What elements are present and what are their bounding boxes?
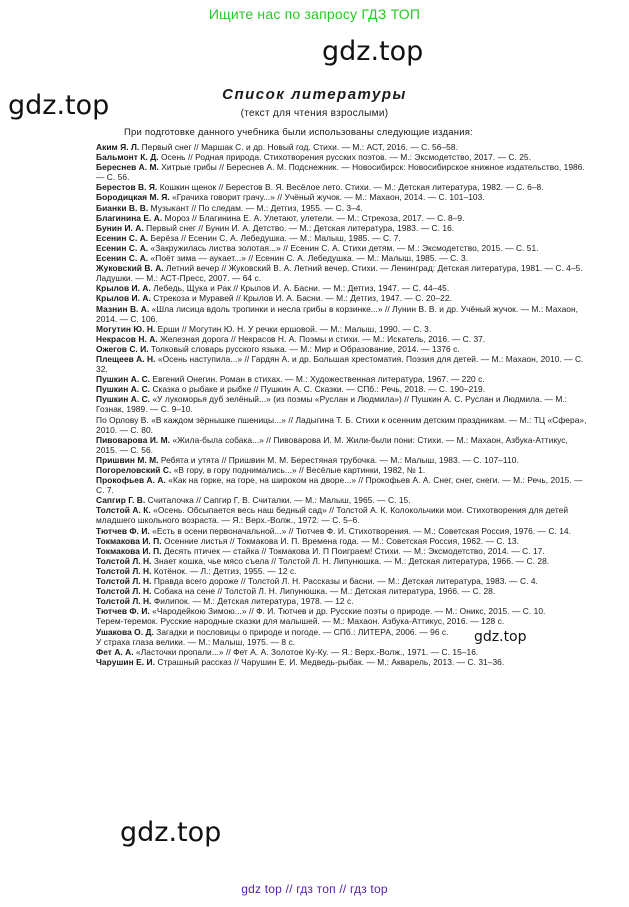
entry-text: Музыкант // По следам. — М.: Детгиз, 1955. — С. 3–4.	[148, 202, 363, 213]
bibliography-entry	[96, 152, 590, 162]
entry-author: Пушкин А. С.	[96, 394, 151, 405]
entry-text: «Как на горке, на горе, на широком на дворе...» // Прокофьев А. А. Снег, снег, снеги. — М.: Речь, 2015. — С. 7.	[96, 475, 583, 496]
bibliography-entry	[96, 657, 590, 667]
entry-text: «Шла лисица вдоль тропинки и несла грибы в корзинке...» // Лунин В. В. и др. Учёный жучок. — М.: Махаон, 2014. — С. 106.	[96, 303, 579, 324]
entry-text: Страшный рассказ // Чарушин Е. И. Медведь-рыбак. — М.: Акварель, 2013. — С. 31–36.	[154, 656, 505, 667]
bibliography-entry	[96, 253, 590, 263]
bibliography-entry	[96, 293, 590, 303]
page-title: Список литературы	[222, 86, 407, 103]
entry-text: «Грачиха говорит грачу...» // Учёный жучок. — М.: Махаон, 2014. — С. 101–103.	[169, 192, 485, 203]
entry-text: Мороз // Благинина Е. А. Улетают, улетели. — М.: Стрекоза, 2017. — С. 8–9.	[162, 212, 465, 223]
entry-text: Загадки и пословицы о природе и погоде. — СПб.: ЛИТЕРА, 2006. — 96 с.	[153, 626, 449, 637]
entry-author: Прокофьев А. А.	[96, 475, 166, 486]
entry-text: Берёза // Есенин С. А. Лебедушка. — М.: Малыш, 1985. — С. 7.	[148, 232, 401, 243]
bibliography-entry	[96, 344, 590, 354]
bibliography-entry	[96, 374, 590, 384]
entry-author: Толстой Л. Н.	[96, 555, 152, 566]
entry-text: Правда всего дороже // Толстой Л. Н. Рассказы и басни. — М.: Детская литература, 1983. — С. 4.	[151, 576, 538, 587]
entry-text: Кошкин щенок // Берестов В. Я. Весёлое лето. Стихи. — М.: Детская литература, 1982. — С. 6–8.	[157, 182, 544, 193]
bibliography-entry	[96, 455, 590, 465]
footer-links: gdz top // гдз топ // гдз top	[241, 882, 388, 896]
entry-author: Могутин Ю. Н.	[96, 323, 156, 334]
entry-author: Есенин С. А.	[96, 253, 149, 264]
entry-text: Лебедь, Щука и Рак // Крылов И. А. Басни. — М.: Детгиз, 1947. — С. 44–45.	[150, 283, 450, 294]
entry-text: «Закружилась листва золотая...» // Есенин С. А. Стихи детям. — М.: Эксмодетство, 2015. — С. 51.	[148, 242, 539, 253]
bibliography-entry	[96, 162, 590, 182]
entry-text: Хитрые грибы // Береснев А. М. Подснежник. — Новосибирск: Новосибирское книжное издательство, 1986. — С. 56.	[96, 162, 585, 183]
entry-text: Евгений Онегин. Роман в стихах. — М.: Художественная литература, 1967. — 220 с.	[150, 374, 485, 385]
bibliography-entry	[96, 283, 590, 293]
entry-text: Десять птичек — стайка // Токмакова И. П Поиграем! Стихи. — М.: Эксмодетство, 2014. — С. 17.	[161, 545, 545, 556]
entry-text: «Жила-была собака...» // Пивоварова И. М. Жили-были пони: Стихи. — М.: Махаон, Азбука-Аттикус, 2015. — С. 56.	[96, 434, 568, 455]
entry-author: Аким Я. Л.	[96, 142, 140, 152]
bibliography-entry	[96, 182, 590, 192]
entry-author: Береснев А. М.	[96, 162, 159, 173]
entry-author: Тютчев Ф. И.	[96, 525, 150, 536]
entry-author: Ожегов С. И.	[96, 343, 149, 354]
entry-author: Крылов И. А.	[96, 283, 151, 294]
bibliography-list	[96, 142, 590, 667]
entry-author: Есенин С. А.	[96, 232, 149, 243]
entry-author: Толстой А. К.	[96, 505, 151, 516]
watermark: gdz.top	[8, 90, 110, 121]
entry-text: «Поёт зима — аукает...» // Есенин С. А. Лебедушка. — М.: Малыш, 1985. — С. 3.	[148, 253, 469, 264]
bibliography-entry	[96, 233, 590, 243]
bibliography-entry	[96, 546, 590, 556]
bibliography-entry	[96, 223, 590, 233]
entry-author: Толстой Л. Н.	[96, 586, 152, 597]
entry-text: Осенние листья // Токмакова И. П. Времена года. — М.: Советская Россия, 1962. — С. 13.	[161, 535, 519, 546]
bibliography-entry	[96, 586, 590, 596]
entry-author: Крылов И. А.	[96, 293, 151, 304]
bibliography-entry	[96, 616, 590, 626]
bibliography-entry	[96, 505, 590, 525]
entry-text: У страха глаза велики. — М.: Малыш, 1975. — 8 с.	[96, 636, 296, 647]
entry-text: Считалочка // Сапгир Г. В. Считалки. — М.: Малыш, 1965. — С. 15.	[145, 495, 411, 506]
entry-text: «Осень наступила...» // Гардян А. и др. Большая хрестоматия. Поэзия для детей. — М.: Махаон, 2010. — С. 32.	[96, 353, 584, 375]
entry-author: Толстой Л. Н.	[96, 596, 152, 607]
entry-author: Бунин И. А.	[96, 222, 144, 233]
bibliography-entry	[96, 566, 590, 576]
entry-author: Бальмонт К. Д.	[96, 152, 159, 163]
entry-text: Ребята и утята // Пришвин М. М. Берестяная трубочка. — М.: Малыш, 1983. — С. 107–110.	[158, 454, 519, 465]
bibliography-entry	[96, 435, 590, 455]
bibliography-entry	[96, 536, 590, 546]
watermark: gdz.top	[120, 817, 222, 848]
watermark: gdz.top	[322, 36, 424, 67]
entry-text: Первый снег // Бунин И. А. Детство. — М.: Детская литература, 1983. — С. 16.	[143, 222, 455, 233]
bibliography-entry	[96, 576, 590, 586]
intro-text: При подготовке данного учебника были использованы следующие издания:	[124, 127, 473, 138]
entry-text: Ерши // Могутин Ю. Н. У речки ершовой. — М.: Малыш, 1990. — С. 3.	[155, 323, 432, 334]
entry-author: Сапгир Г. В.	[96, 495, 146, 506]
entry-author: Толстой Л. Н.	[96, 576, 152, 587]
entry-author: Бианки В. В.	[96, 202, 149, 213]
entry-author: Фет А. А.	[96, 646, 134, 657]
bibliography-entry	[96, 596, 590, 606]
bibliography-entry	[96, 465, 590, 475]
entry-text: Терем-теремок. Русские народные сказки для малышей. — М.: Махаон. Азбука-Аттикус, 2016. — 128 с.	[96, 616, 505, 627]
entry-text: «Чародейкою Зимою...» // Ф. И. Тютчев и др. Русские поэты о природе. — М.: Оникс, 2015. — С. 10.	[149, 606, 546, 617]
bibliography-entry	[96, 273, 590, 283]
bibliography-entry	[96, 647, 590, 657]
entry-author: Ушакова О. Д.	[96, 626, 154, 637]
bibliography-entry	[96, 304, 590, 324]
entry-author: Берестов В. Я.	[96, 182, 158, 193]
bibliography-entry	[96, 394, 590, 414]
bibliography-entry	[96, 263, 590, 273]
entry-text: «В гору, в гору поднимались...» // Весёлые картинки, 1982, № 1.	[171, 465, 426, 475]
entry-author: Чарушин Е. И.	[96, 656, 155, 667]
entry-author: Бородицкая М. Я.	[96, 192, 170, 203]
entry-author: Пушкин А. С.	[96, 374, 151, 385]
entry-text: Знает кошка, чье мясо съела // Толстой Л. Н. Липунюшка. — М.: Детская литература, 1966. — С. 28.	[151, 555, 550, 566]
entry-author: Погореловский С.	[96, 465, 172, 475]
entry-author: Плещеев А. Н.	[96, 353, 156, 364]
entry-author: Токмакова И. П.	[96, 545, 162, 556]
entry-text: Первый снег // Маршак С. и др. Новый год. Стихи. — М.: АСТ, 2016. — С. 56–58.	[139, 142, 458, 152]
bibliography-entry	[96, 606, 590, 616]
bibliography-entry	[96, 384, 590, 394]
entry-text: «Ласточки пропали...» // Фет А. А. Золотое Ку-Ку. — Я.: Верх.-Волж., 1971. — С. 15–16.	[133, 646, 479, 657]
bibliography-entry	[96, 475, 590, 495]
promo-banner: Ищите нас по запросу ГДЗ ТОП	[208, 6, 421, 22]
entry-text: Ладушки. — М.: АСТ-Пресс, 2007. — 64 с.	[96, 273, 262, 284]
entry-text: Сказка о рыбаке и рыбке // Пушкин А. С. Сказки. — СПб.: Речь, 2018. — С. 190–219.	[150, 384, 486, 395]
entry-author: Есенин С. А.	[96, 242, 149, 253]
entry-text: «Есть в осени первоначальной...» // Тютчев Ф. И. Стихотворения. — М.: Советская Россия, 1976. — С. 14.	[149, 525, 571, 536]
bibliography-entry	[96, 354, 590, 374]
entry-text: Толковый словарь русского языка. — М.: Мир и Образование, 2014. — 1376 с.	[148, 343, 460, 354]
entry-text: Собака на сене // Толстой Л. Н. Липунюшка. — М.: Детская литература, 1966. — С. 28.	[151, 586, 496, 597]
bibliography-entry	[96, 324, 590, 334]
entry-author: Некрасов Н. А.	[96, 333, 158, 344]
entry-author: Пивоварова И. М.	[96, 434, 171, 445]
bibliography-entry	[96, 203, 590, 213]
entry-author: Тютчев Ф. И.	[96, 606, 150, 617]
entry-author: Благинина Е. А.	[96, 212, 163, 223]
entry-author: Токмакова И. П.	[96, 535, 162, 546]
bibliography-entry	[96, 526, 590, 536]
entry-author: Жуковский В. А.	[96, 263, 164, 274]
entry-author: Мазнин В. А.	[96, 303, 150, 314]
page-subtitle: (текст для чтения взрослыми)	[240, 108, 389, 119]
bibliography-entry	[96, 192, 590, 202]
bibliography-entry	[96, 415, 590, 435]
bibliography-entry	[96, 556, 590, 566]
entry-author: Пришвин М. М.	[96, 454, 159, 465]
bibliography-entry	[96, 495, 590, 505]
watermark: gdz.top	[474, 629, 527, 645]
bibliography-entry	[96, 334, 590, 344]
entry-text: Летний вечер // Жуковский В. А. Летний вечер. Стихи. — Ленинград: Детская литература, 1981. — С. 4–5.	[163, 263, 583, 274]
bibliography-entry	[96, 142, 590, 152]
entry-text: Железная дорога // Некрасов Н. А. Поэмы и стихи. — М.: Искатель, 2016. — С. 37.	[157, 333, 486, 344]
entry-author: Пушкин А. С.	[96, 384, 151, 395]
entry-text: Осень // Родная природа. Стихотворения русских поэтов. — М.: Эксмодетство, 2017. — С. 25.	[158, 152, 532, 163]
entry-text: Стрекоза и Муравей // Крылов И. А. Басни. — М.: Детгиз, 1947. — С. 20–22.	[150, 293, 452, 304]
entry-author: Толстой Л. Н.	[96, 565, 152, 576]
bibliography-entry	[96, 243, 590, 253]
entry-text: Котёнок. — Л.: Детгиз, 1955. — 12 с.	[151, 565, 297, 576]
entry-text: «У лукоморья дуб зелёный...» (из поэмы «Руслан и Людмила») // Пушкин А. С. Руслан и Людмила. — М.: Гознак, 1989. — С. 9–10.	[96, 394, 568, 415]
entry-text: По Орлову В. «В каждом зёрнышке пшеницы...» // Ладыгина Т. Б. Стихи к осенним детским праздникам. — М.: ТЦ «Сфера», 2010. — С. 80.	[96, 414, 587, 435]
entry-text: Филипок. — М.: Детская литература, 1978. — 12 с.	[151, 596, 354, 607]
entry-text: «Осень. Обсыпается весь наш бедный сад» // Толстой А. К. Колокольчики мои. Стихотворения для детей младшего школьного возраста. — Я.: Верх.-Волж., 1972. — С. 5–6.	[96, 505, 569, 526]
bibliography-entry	[96, 213, 590, 223]
